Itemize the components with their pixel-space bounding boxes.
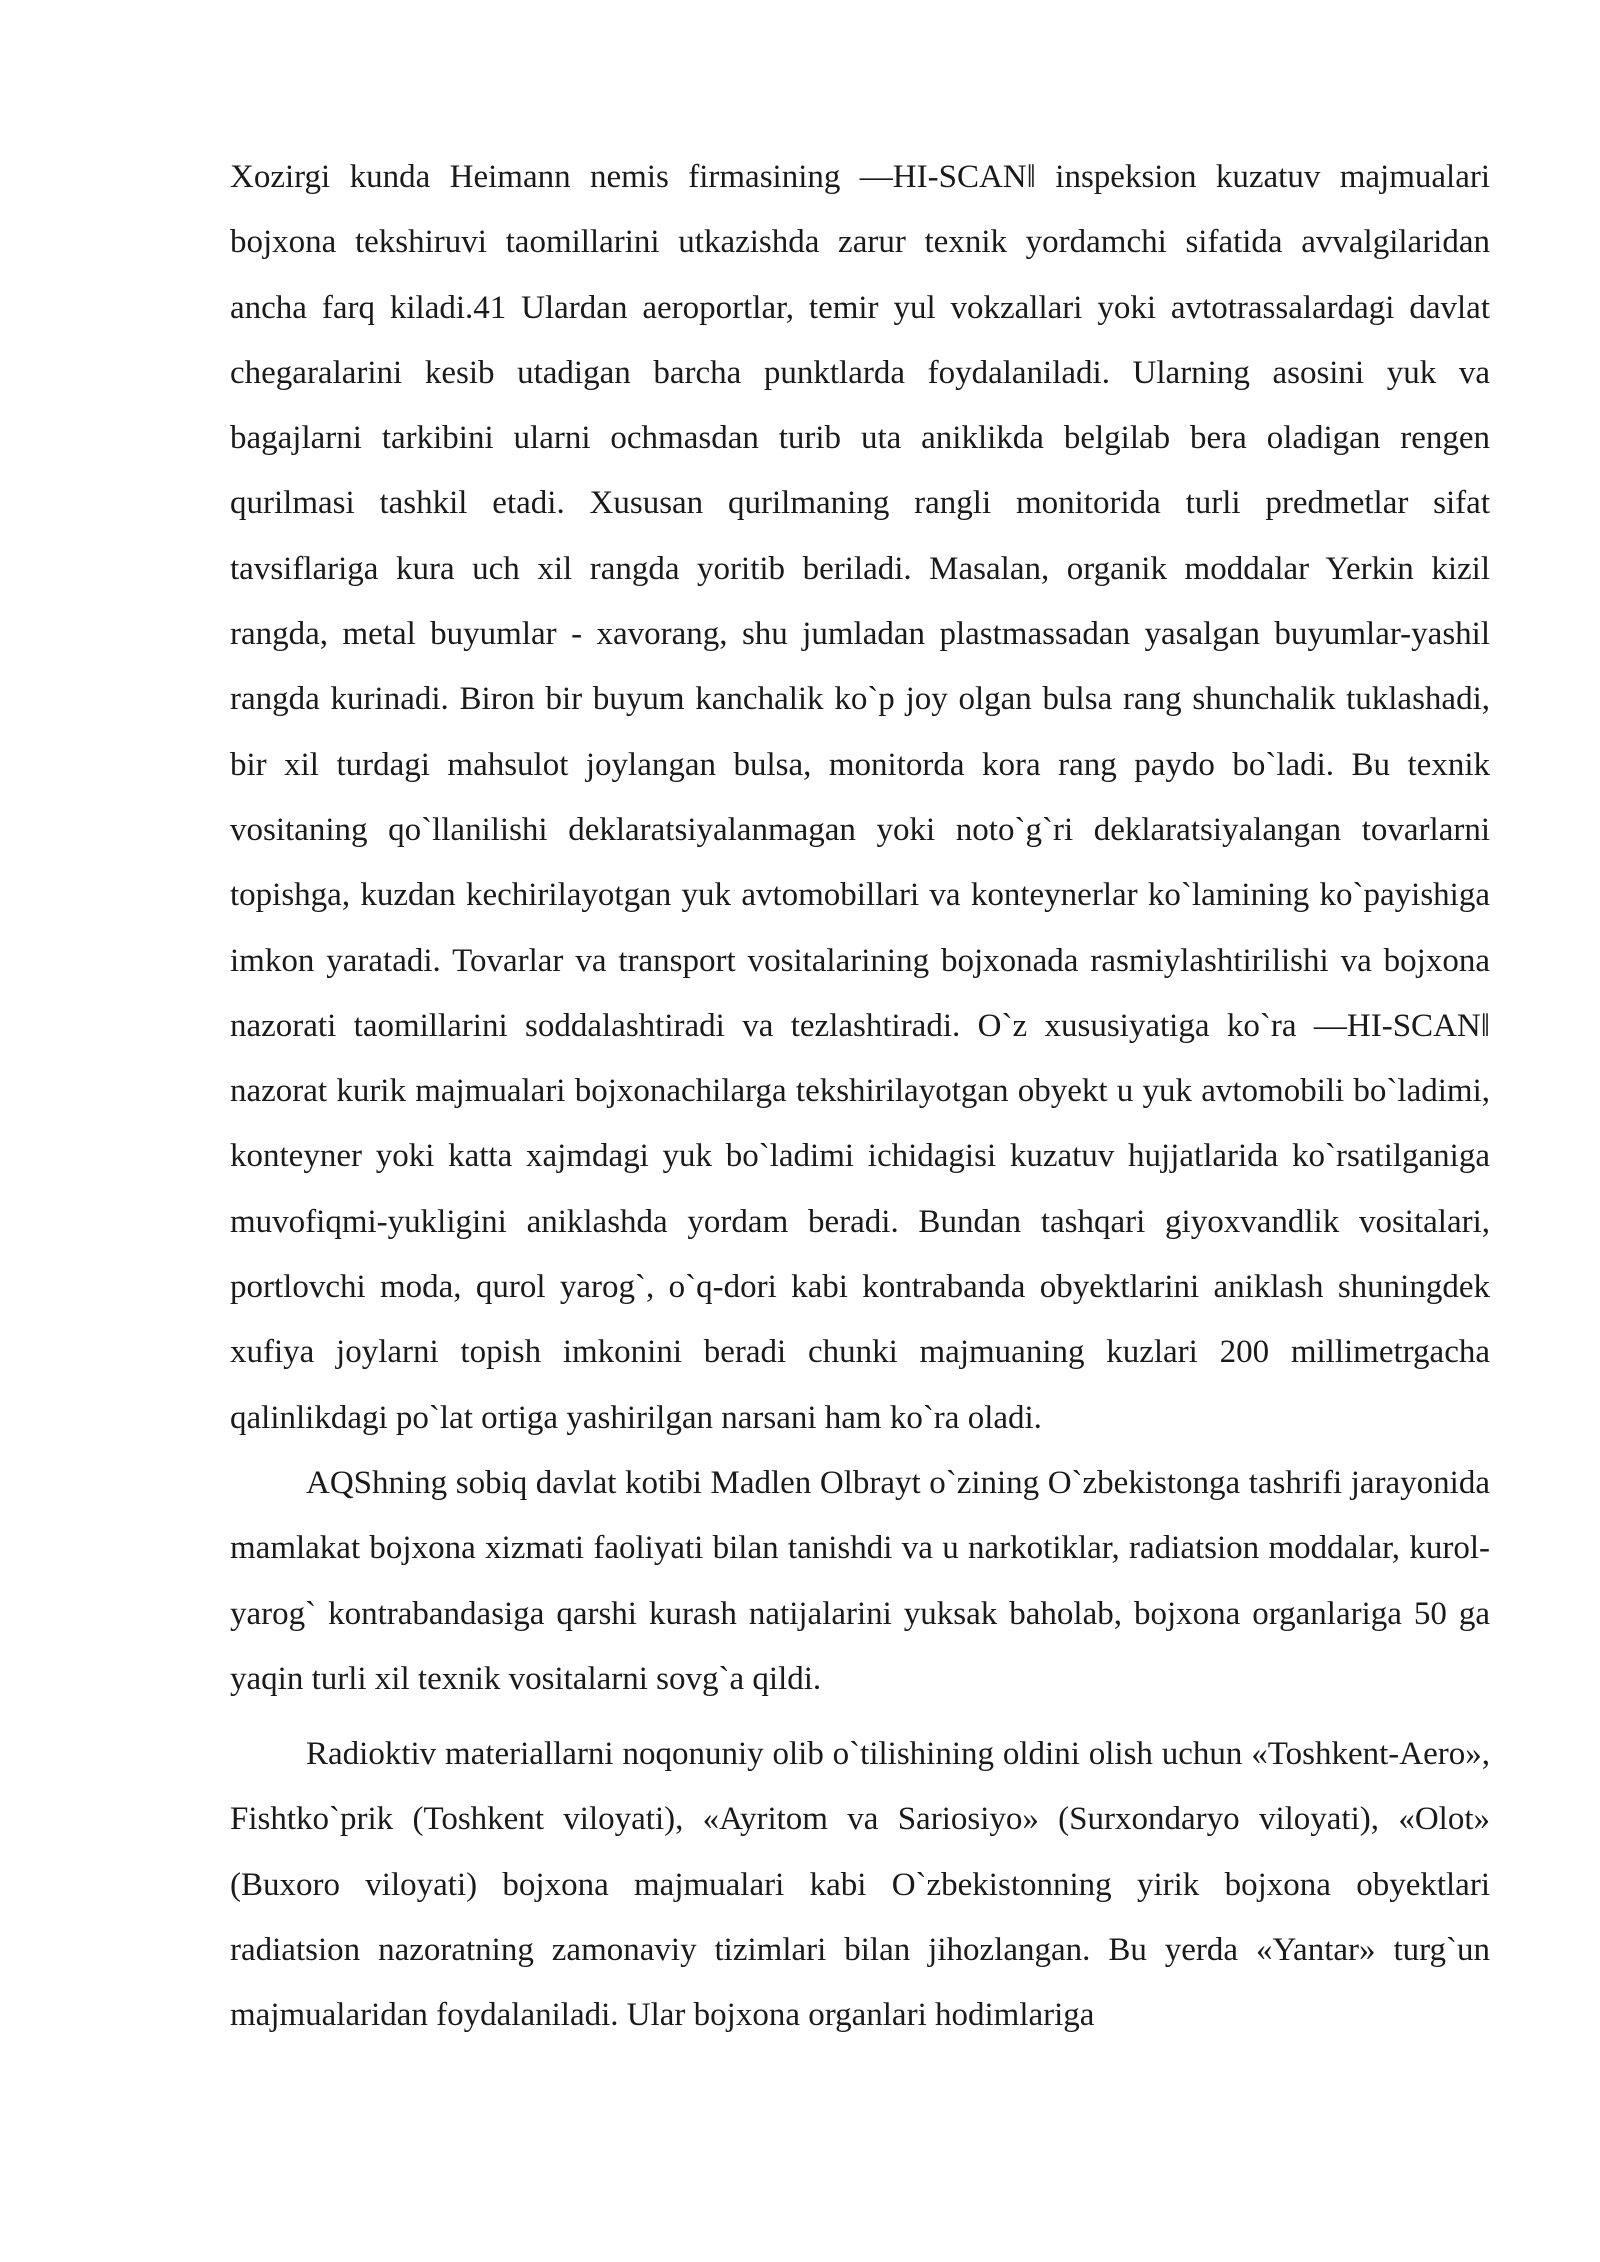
document-page — [230, 145, 1490, 2049]
paragraph-radioactive-control: Radioktiv materiallarni noqonuniy olib o`tilishining oldini olish uchun «Toshkent-Aero», Fishtko`prik (Toshkent viloyati), «Ayritom va Sariosiyo» (Surxondaryo viloyati), «Olot» (Buxoro viloyati) bojxona majmualari kabi O`zbekistonning yirik bojxona obyektlari radiatsion nazoratning zamonaviy tizimlari bilan jihozlangan. Bu yerda «Yantar» turg`un majmualaridan foydalaniladi. Ular bojxona organlari hodimlariga — [230, 1736, 1490, 2034]
paragraph-albright-visit: AQShning sobiq davlat kotibi Madlen Olbrayt o`zining O`zbekistonga tashrifi jarayonida mamlakat bojxona xizmati faoliyati bilan tanishdi va u narkotiklar, radiatsion moddalar, kurol-yarog` kontrabandasiga qarshi kurash natijalarini yuksak baholab, bojxona organlariga 50 ga yaqin turli xil texnik vositalarni sovg`a qildi. — [230, 1464, 1490, 1697]
paragraph-hi-scan: Xozirgi kunda Heimann nemis firmasining —HI-SCAN‖ inspeksion kuzatuv majmualari bojxona tekshiruvi taomillarini utkazishda zarur texnik yordamchi sifatida avvalgilaridan ancha farq kiladi.41 Ulardan aeroportlar, temir yul vokzallari yoki avtotrassalardagi davlat chegaralarini kesib utadigan barcha punktlarda foydalaniladi. Ularning asosini yuk va bagajlarni tarkibini ularni ochmasdan turib uta aniklikda belgilab bera oladigan rengen qurilmasi tashkil etadi. Xususan qurilmaning rangli monitorida turli predmetlar sifat tavsiflariga kura uch xil rangda yoritib beriladi. Masalan, organik moddalar Yerkin kizil rangda, metal buyumlar - xavorang, shu jumladan plastmassadan yasalgan buyumlar-yashil rangda kurinadi. Biron bir buyum kanchalik ko`p joy olgan bulsa rang shunchalik tuklashadi, bir xil turdagi mahsulot joylangan bulsa, monitorda kora rang paydo bo`ladi. Bu texnik vositaning qo`llanilishi deklaratsiyalanmagan yoki noto`g`ri deklaratsiyalangan tovarlarni topishga, kuzdan kechirilayotgan yuk avtomobillari va konteynerlar ko`lamining ko`payishiga imkon yaratadi. Tovarlar va transport vositalarining bojxonada rasmiylashtirilishi va bojxona nazorati taomillarini soddalashtiradi va tezlashtiradi. O`z xususiyatiga ko`ra —HI-SCAN‖ nazorat kurik majmualari bojxonachilarga tekshirilayotgan obyekt u yuk avtomobili bo`ladimi, konteyner yoki katta xajmdagi yuk bo`ladimi ichidagisi kuzatuv hujjatlarida ko`rsatilganiga muvofiqmi-yukligini aniklashda yordam beradi. Bundan tashqari giyoxvandlik vositalari, portlovchi moda, qurol yarog`, o`q-dori kabi kontrabanda obyektlarini aniklash shuningdek xufiya joylarni topish imkonini beradi chunki majmuaning kuzlari 200 millimetrgacha qalinlikdagi po`lat ortiga yashirilgan narsani ham ko`ra oladi. — [230, 159, 1490, 1436]
